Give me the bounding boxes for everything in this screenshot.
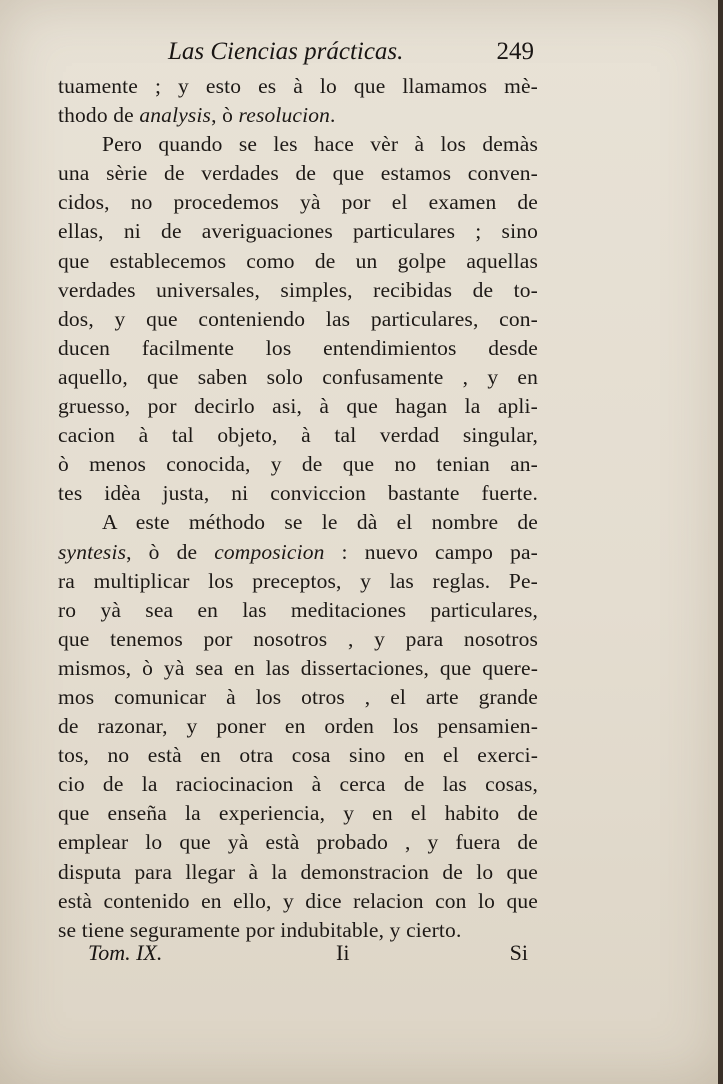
text-line: mismos, ò yà sea en las dissertaciones, que quere- xyxy=(58,655,538,680)
text-line: ra multiplicar los preceptos, y las reglas. Pe- xyxy=(58,568,538,593)
body-text xyxy=(58,72,538,945)
text-line: ducen facilmente los entendimientos desde xyxy=(58,335,538,360)
text-line: cacion à tal objeto, à tal verdad singular, xyxy=(58,423,538,448)
text-fragment: , ò de xyxy=(126,539,215,564)
text-line: mos comunicar à los otros , el arte grande xyxy=(58,684,538,709)
text-line: Pero quando se les hace vèr à los demàs xyxy=(102,132,538,157)
signature-mark: Ii xyxy=(336,940,350,965)
text-fragment: syntesis xyxy=(58,539,127,564)
text-line: tuamente ; y esto es à lo que llamamos mè- xyxy=(58,74,538,98)
text-line xyxy=(58,101,538,130)
text-fragment: . xyxy=(330,103,336,128)
text-line: ellas, ni de averiguaciones particulares ; sino xyxy=(58,219,538,244)
text-line: disputa para llegar à la demonstracion de lo que xyxy=(58,859,538,884)
text-line: gruesso, por decirlo asi, à que hagan la apli- xyxy=(58,394,538,419)
page-edge xyxy=(718,0,723,1084)
text-line: ro yà sea en las meditaciones particulares, xyxy=(58,597,538,622)
text-line: se tiene seguramente por indubitable, y cierto. xyxy=(58,917,462,942)
text-line: de razonar, y poner en orden los pensamien- xyxy=(58,714,538,739)
text-fragment: analysis xyxy=(139,103,212,128)
page-number: 249 xyxy=(496,38,534,65)
text-line: A este méthodo se le dà el nombre de xyxy=(102,510,538,535)
text-line: que enseña la experiencia, y en el habito de xyxy=(58,801,538,826)
text-line: ò menos conocida, y de que no tenian an- xyxy=(58,452,538,477)
text-line: està contenido en ello, y dice relacion con lo que xyxy=(58,888,538,913)
text-line: aquello, que saben solo confusamente , y en xyxy=(58,364,538,389)
text-fragment: , ò xyxy=(211,103,239,128)
text-line: que establecemos como de un golpe aquellas xyxy=(58,248,538,273)
text-line: cio de la raciocinacion à cerca de las cosas, xyxy=(58,772,538,797)
text-line: una sèrie de verdades de que estamos conven- xyxy=(58,161,538,186)
catchword: Si xyxy=(509,940,528,965)
running-title: Las Ciencias prácticas. xyxy=(168,38,404,65)
page-footer xyxy=(88,940,528,970)
text-fragment: thodo de xyxy=(58,103,140,128)
text-line xyxy=(58,538,538,567)
page-header xyxy=(168,38,534,72)
text-line: verdades universales, simples, recibidas de to- xyxy=(58,277,538,302)
volume-label: Tom. IX. xyxy=(88,940,163,965)
text-line: dos, y que conteniendo las particulares, con- xyxy=(58,306,538,331)
text-fragment: resolucion xyxy=(238,103,331,128)
text-line: tes idèa justa, ni conviccion bastante fuerte. xyxy=(58,481,538,506)
text-line: tos, no està en otra cosa sino en el exerci- xyxy=(58,743,538,768)
text-fragment: : nuevo campo pa- xyxy=(324,539,538,564)
text-line: emplear lo que yà està probado , y fuera de xyxy=(58,830,538,855)
text-line: cidos, no procedemos yà por el examen de xyxy=(58,190,538,215)
text-line: que tenemos por nosotros , y para nosotros xyxy=(58,626,538,651)
text-fragment: composicion xyxy=(214,539,325,564)
